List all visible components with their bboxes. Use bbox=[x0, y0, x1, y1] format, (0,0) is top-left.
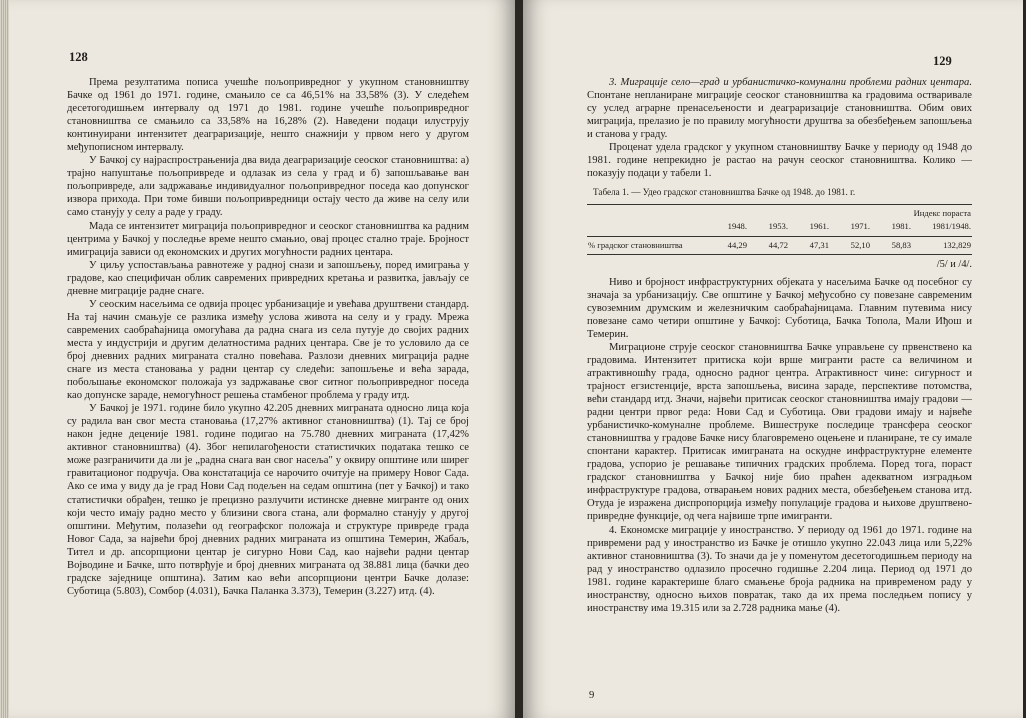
paragraph: Проценат удела градског у укупном становништву Бачке у периоду од 1948 до 1981. године непрекидно је растао на рачун сеоског становништва. Колико — показују подаци у табели 1. bbox=[587, 142, 972, 180]
book-gutter bbox=[515, 0, 523, 718]
paragraph: Ниво и бројност инфраструктурних објеката у насељима Бачке од посебног су значаја за урбанизацију. Све општине у Бачкој међусобно су повезане савременим сувоземним друмским и железничким саобраћајницама. Главним путевима нису повезане само четири општине у Бачкој: Суботица, Бачка Топола, Мали Иђош и Темерин. bbox=[587, 276, 972, 340]
paragraph: У Бачкој је 1971. године било укупно 42.205 дневних миграната односно лица која су радила ван свог места становања (17,27% активног становништва) (1). Тај се број након једне деценије 1981. године подигао на 75.780 дневних миграната (17,42% активног становништва) (4). Због непилагођености статистичких података тешко се може разграничити да ли је „радна снага ван свог насеља" у оквиру општине или ширег гравитационог подручја. Ова констатација се нарочито очитује на примеру Новог Сада. Ако се има у виду да је град Нови Сад подељен на седам општина (пет у Бачкој) и тако статистички обрађен, тешко је прецизно разлучити истинске дневне мигранте од оних који често имају радно место у близини свога стана, али формално станују у другој општини. Међутим, полазећи од географског положаја и структуре привреде града Новог Сада, за највећи број дневних радних миграната из општина Темерин, Жабаљ, Тител и др. апсорпциони центар је сигурно Нови Сад, као највећи радни центар Војводине и Бачке, што потврђује и број дневних миграната од 38.881 лица (бачки део градске заједнице општина). Затим као већи апсорпциони центри Бачке долазе: Суботица (5.803), Сомбор (4.031), Бачка Паланка 3.373), Темерин (3.227) итд. (4). bbox=[67, 403, 469, 597]
paragraph-text: Спонтане непланиране миграције сеоског становништва ка градовима остваривале су услед аграрне пренасељености и деаграризације становништва. Обим ових миграција, прелазио је по правилу могућности друштва за обезбеђењем запошљења и станова у граду. bbox=[587, 90, 972, 141]
page-number: 129 bbox=[933, 54, 952, 68]
table-row bbox=[587, 236, 972, 254]
paragraph: У сеоским насељима се одвија процес урбанизације и увећава друштвени стандард. На тај начин смањује се разлика између услова живота на селу и у граду. Мрежа савремених саобраћајница омогућава да радна снага из села путује до својих радних места у индустрији и другим делатностима радних центара. Све је то условило да се број дневних радних миграната стално повећава. Разлози дневних миграција радне снаге из места становања у радни центар су следећи: запошљење и већа зарада, побољшање економског положаја уз задржавање свог ситног пољопривредног поседа као допунске зараде, немогућност решења стамбеног проблема у граду итд. bbox=[67, 298, 469, 402]
table-cell: 52,10 bbox=[830, 236, 871, 254]
table-header-cell: 1953. bbox=[748, 205, 789, 236]
paragraph: Према резултатима пописа учешће пољопривредног у укупном становништву Бачке од 1961 до 1971. године, смањило се са 46,51% на 33,58% (3). У следећем десетогодишњем интервалу од 1971 до 1981. године учешће пољопривредног становништва се смањило са 33,58% на 16,28% (2). Наведени подаци илуструју континуирани интензитет деаграризације, нешто снажнији у првом него у другом међупописном интервалу. bbox=[67, 77, 469, 154]
table-caption: Табела 1. — Удео градског становништва Бачке од 1948. до 1981. г. bbox=[593, 187, 856, 198]
left-page bbox=[9, 0, 515, 718]
paragraph: 4. Економске миграције у иностранство. У периоду од 1961 до 1971. године на привремени рад у иностранство из Бачке је отишло укупно 22.043 лица или 5,22% активног становништва (3). То значи да је у поменутом десетогодишњем периоду на рад у иностранство одлазило просечно годишње 2.204 лица. Период од 1971 до 1981. године карактерише благо смањење броја радника на привременом раду у иностранству, односно њихов повратак, тако да их према последњем попису у иностранству има 19.315 или за 2.728 радника мање (4). bbox=[587, 524, 972, 614]
table-cell: 47,31 bbox=[789, 236, 830, 254]
table-header-cell: 1981. bbox=[871, 205, 912, 236]
table-cell: 44,29 bbox=[707, 236, 748, 254]
paragraph: Миграционе струје сеоског становништва Бачке управљене су првенствено ка градовима. Интензитет притиска који врше мигранти расте са величином и атрактивношћу града, односно радног центра. Атрактивност чине: сигурност и трајност егзистенције, врста запошљења, висина зараде, перспективе потомства, већи стандард итд. Значи, највећи притисак сеоског становништва имају градови — радни центри првог реда: Нови Сад и Суботица. Ови градови имају и највеће урбанистичко-комуналне проблеме. Вишеструке последице трансфера сеоског становништва у градове Бачке нису благовремено оцењене и планиране, те су имале спонтани карактер. Притисак имиграната на оскудне инфраструктурне елементе градова, успорио је решавање типичних градских проблема. Поред тога, пораст градског становништва у Бачкој није био праћен адекватном изградњом инфраструктуре градова, отварањем нових радних места, обезбеђењем станова итд. Отуда је изражена диспропорција између популације градова и њихове друштвено-привредне функције, од чега највише трпе имигранти. bbox=[587, 341, 972, 523]
table-header-cell: 1971. bbox=[830, 205, 871, 236]
table-cell: 44,72 bbox=[748, 236, 789, 254]
page-number: 128 bbox=[69, 50, 88, 64]
left-page-body bbox=[67, 76, 469, 598]
table-cell: 58,83 bbox=[871, 236, 912, 254]
section-heading: 3. Миграције село—град и урбанистичко-комунални проблеми радних центара. bbox=[609, 77, 972, 88]
footer-signature-mark: 9 bbox=[589, 690, 595, 701]
right-page bbox=[523, 0, 1023, 718]
table-row-label: % градског становништва bbox=[587, 236, 707, 254]
table-header-cell bbox=[587, 205, 707, 236]
page-stack-edge bbox=[0, 0, 9, 718]
table-header-cell: Индекс пораста 1981/1948. bbox=[912, 205, 972, 236]
table-header-row bbox=[587, 205, 972, 236]
paragraph: У циљу успостављања равнотеже у радној снази и запошљењу, поред имиграња у градове, као специфичан облик савремених привредних кретања и развитка, јављају се дневне миграције радне снаге. bbox=[67, 259, 469, 297]
table-cell: 132,829 bbox=[912, 236, 972, 254]
table-header-cell: 1948. bbox=[707, 205, 748, 236]
section-paragraph bbox=[587, 76, 972, 141]
urban-population-table bbox=[587, 204, 972, 254]
table-header-cell: 1961. bbox=[789, 205, 830, 236]
right-page-body bbox=[587, 76, 972, 615]
table-source: /5/ и /4/. bbox=[936, 258, 972, 270]
paragraph: Мада се интензитет миграција пољопривредног и сеоског становништва ка радним центрима у Бачкој у последње време нешто смањио, овај процес стално траје. Бројност имиграција зависи од економских и других могућности радних центара. bbox=[67, 220, 469, 258]
paragraph: У Бачкој су најраспрострањенија два вида деаграризације сеоског становништва: а) трајно напуштање пољопривреде и одлазак из села у град и б) запошљавање ван пољопривреде, али задржавање индивидуалног пољопривредног поседа као допунског извора прихода. При томе бивши пољопривредници остају често да живе на селу или само станују у селу а раде у граду. bbox=[67, 155, 469, 219]
